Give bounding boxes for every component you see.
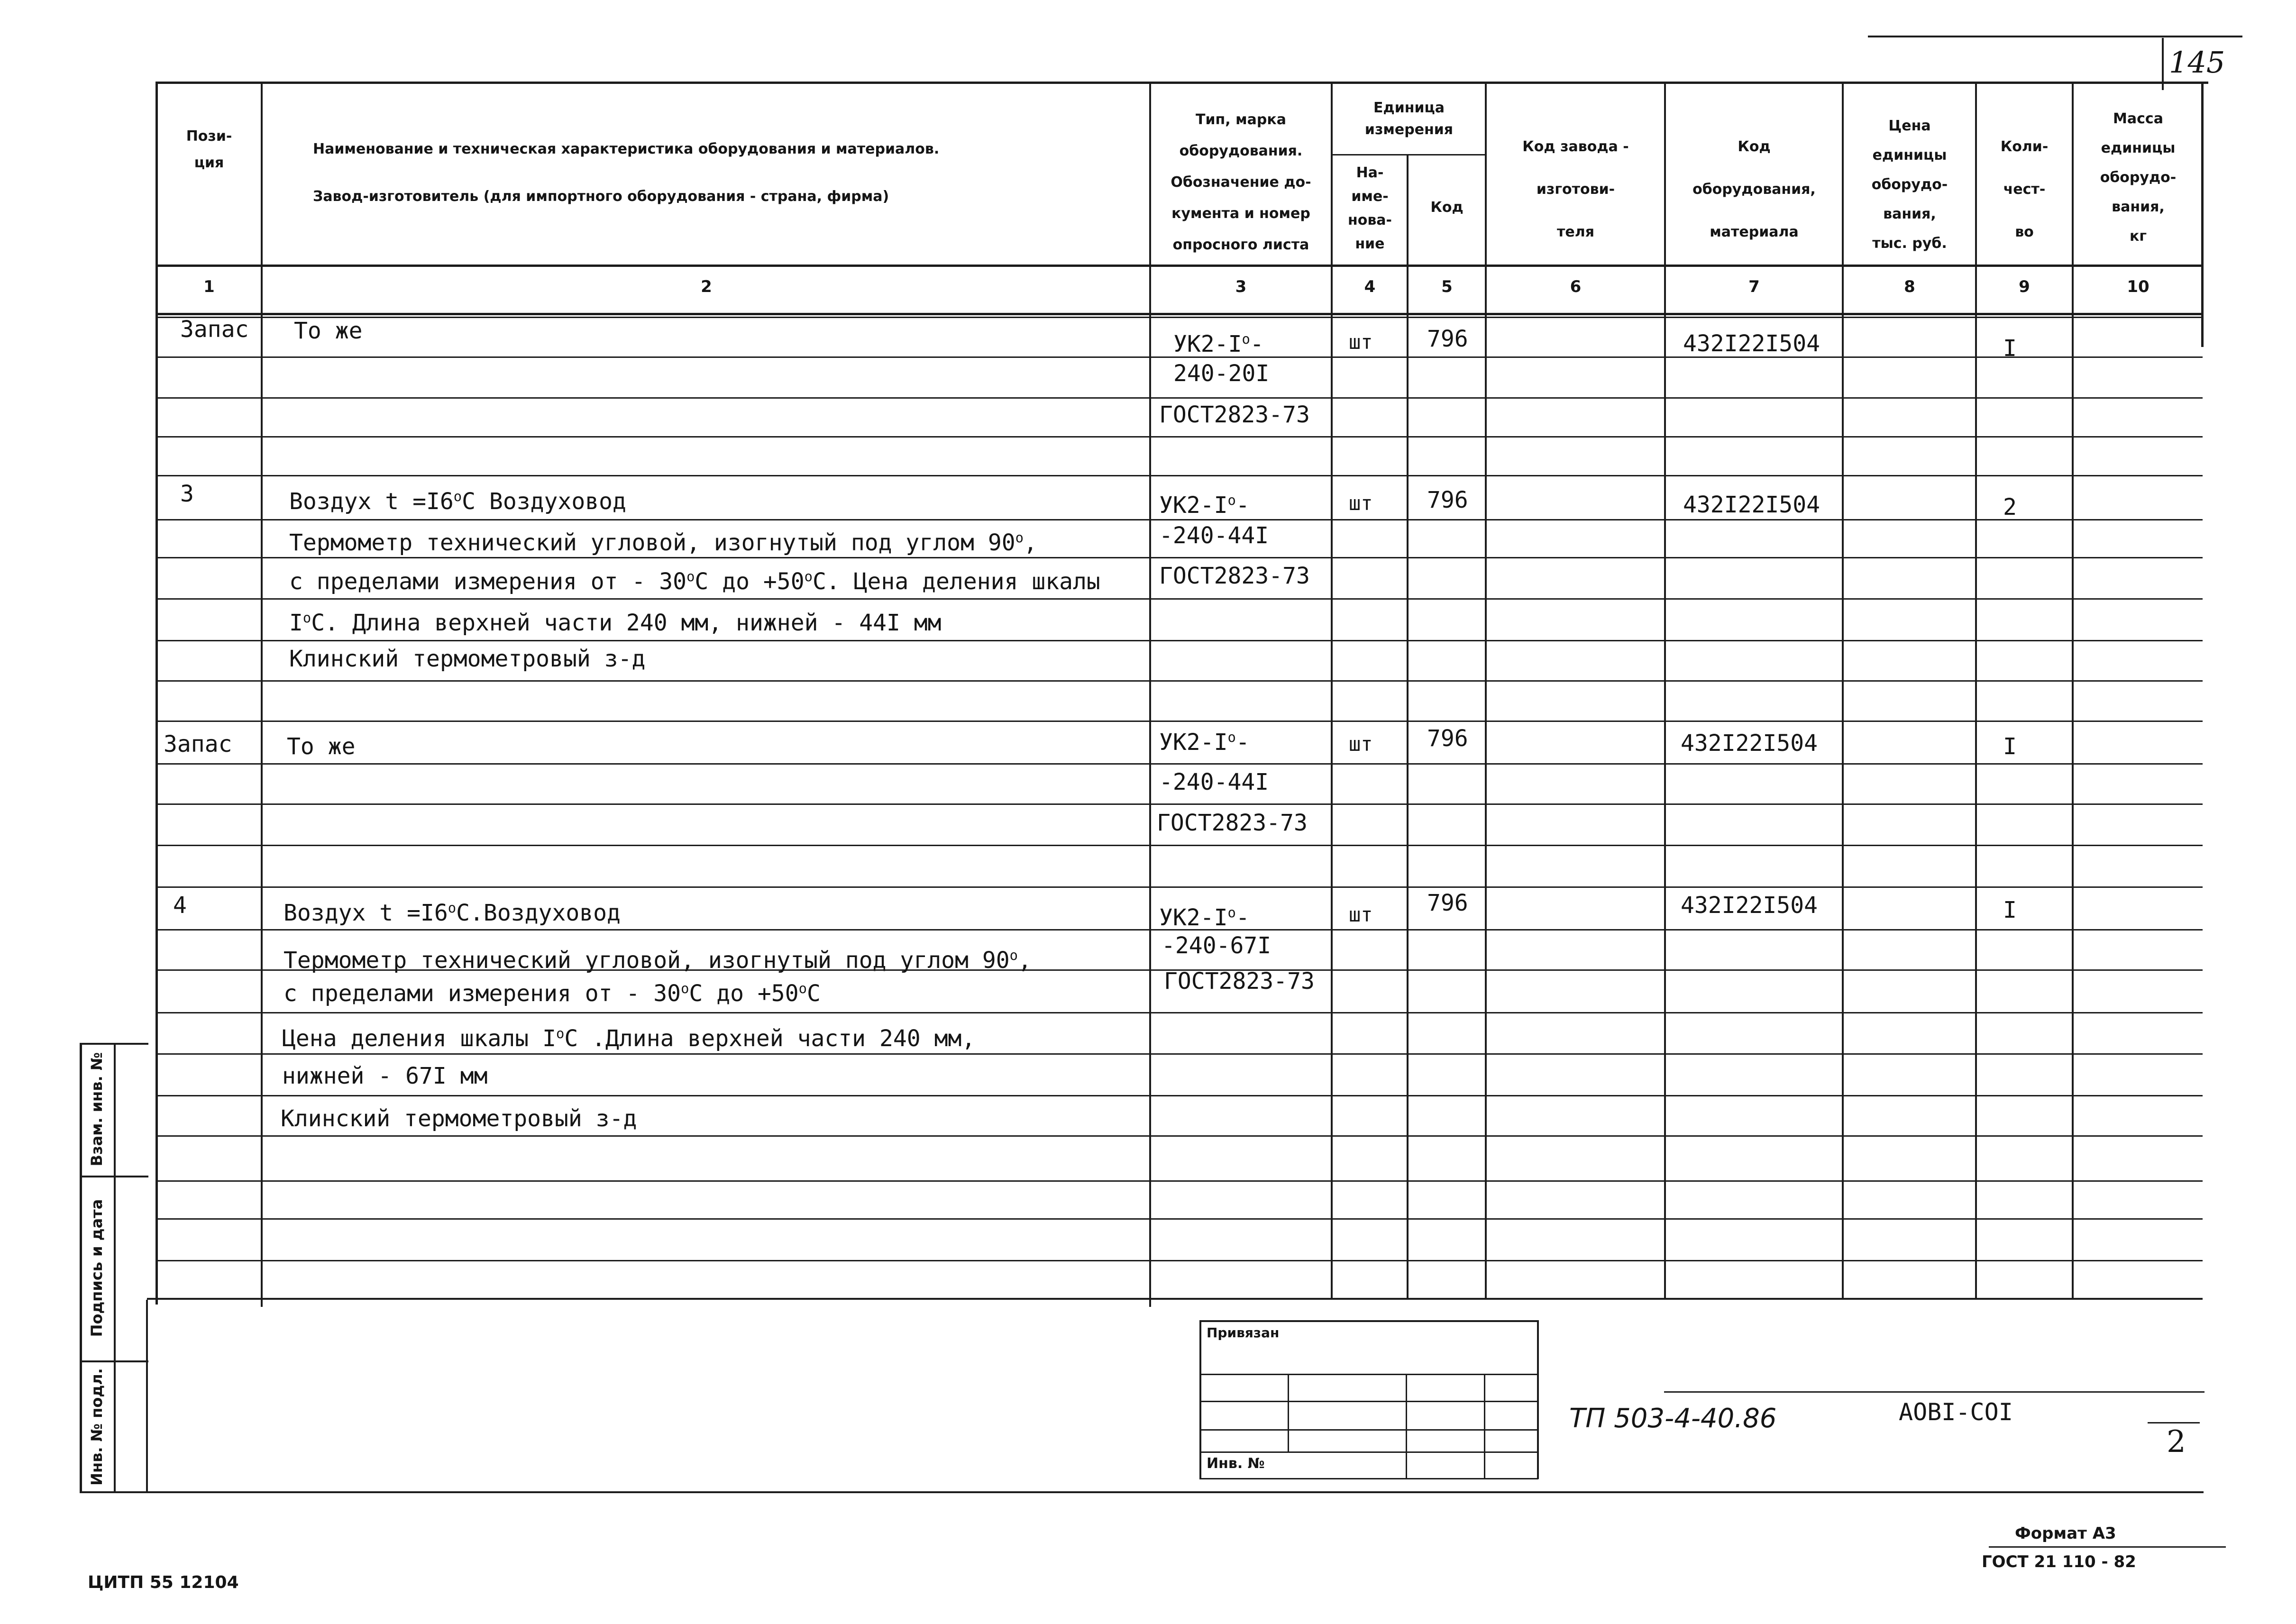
row-type-line: -240-67I: [1162, 932, 1271, 959]
page-number: 145: [2169, 45, 2225, 80]
row-type-line: $УК2-I^o-$: [1159, 492, 1250, 519]
row-quantity: 2: [2003, 494, 2017, 520]
row-name-line: нижней - 67I мм: [282, 1063, 488, 1089]
row-equipment-code: 432I22I504: [1681, 730, 1818, 757]
row-name-line: $I^oС$. Длина верхней части 240 мм, нижней - 44I мм: [289, 610, 942, 636]
col-number: 6: [1570, 277, 1582, 296]
row-type-line: ГОСТ2823-73: [1159, 401, 1310, 428]
col-number: 2: [701, 277, 712, 296]
col6-header: Код завода - изготови- теля: [1522, 138, 1629, 240]
col-number: 7: [1748, 277, 1760, 296]
col-number: 1: [203, 277, 215, 296]
col2-header: Наименование и техническая характеристика оборудования и материалов. Завод-изготовитель (для импортного оборудования - страна, фирма): [313, 141, 940, 205]
row-unit: шт: [1349, 330, 1373, 354]
row-type-line: $УК2-I^o-$: [1159, 729, 1250, 756]
row-type-line: ГОСТ2823-73: [1159, 563, 1310, 589]
row-name-line: Термометр технический угловой, изогнутый под углом 90$^o$,: [289, 529, 1037, 556]
col8-header: Цена единицы оборудо- вания, тыс. руб.: [1871, 118, 1948, 252]
row-name-line: Цена деления шкалы $I^oС$ .Длина верхней части 240 мм,: [282, 1025, 976, 1052]
row-type-line: -240-44I: [1159, 769, 1269, 795]
row-unit: шт: [1349, 492, 1373, 515]
row-name-line: с пределами измерения от - 30$^o$С до $+50^oС$. Цена деления шкалы: [289, 568, 1100, 595]
row-type-line: ГОСТ2823-73: [1164, 968, 1315, 994]
row-type-line: $УК2-I^o-$: [1173, 331, 1264, 357]
row-name-line: Клинский термометровый з-д: [289, 646, 646, 672]
row-name-line: То же: [287, 733, 356, 760]
row-equipment-code: 432I22I504: [1683, 330, 1820, 357]
side-label-replace-inv: Взам. инв. №: [88, 1052, 106, 1167]
row-type-line: $УК2-I^o-$: [1159, 904, 1250, 931]
row-name-line: Термометр технический угловой, изогнутый под углом 90$^o$,: [284, 947, 1032, 974]
row-quantity: I: [2003, 335, 2017, 362]
footer-format: Формат А3: [2015, 1524, 2116, 1543]
col-number: 9: [2019, 277, 2030, 296]
row-unit: шт: [1349, 903, 1373, 926]
col-number: 5: [1441, 277, 1453, 296]
row-name-line: То же: [294, 318, 363, 344]
footer-gost: ГОСТ 21 110 - 82: [1982, 1552, 2136, 1571]
col1-header: Пози- ция: [186, 128, 232, 171]
col5-header: Код: [1430, 199, 1464, 216]
document-code: ТП 503-4-40.86: [1569, 1403, 1777, 1434]
sheet-code: АОВI-СОI: [1899, 1398, 2013, 1426]
col9-header: Коли- чест- во: [2000, 138, 2049, 240]
row-type-line: ГОСТ2823-73: [1157, 810, 1308, 836]
col7-header: Код оборудования, материала: [1692, 138, 1816, 240]
row-unit-code: 796: [1427, 326, 1468, 352]
col-number: 8: [1904, 277, 1915, 296]
col-number: 4: [1364, 277, 1376, 296]
row-name-line: с пределами измерения от - 30$^o$С до $+50^oС$: [284, 980, 821, 1007]
row-position: 4: [173, 892, 187, 919]
row-type-line: -240-44I: [1159, 522, 1269, 549]
row-equipment-code: 432I22I504: [1681, 892, 1818, 919]
col10-header: Масса единицы оборудо- вания, кг: [2100, 110, 2177, 245]
row-name-line: Клинский термометровый з-д: [281, 1105, 637, 1132]
side-label-inv-original: Инв. № подл.: [88, 1368, 106, 1486]
col-number: 3: [1235, 277, 1247, 296]
row-quantity: I: [2003, 897, 2017, 923]
row-quantity: I: [2003, 733, 2017, 760]
footer-left-code: ЦИТП 55 12104: [88, 1573, 239, 1592]
row-name-line: Воздух $t =I6^oС$ Воздуховод: [289, 488, 626, 515]
row-unit-code: 796: [1427, 725, 1468, 752]
col3-header: Тип, марка оборудования. Обозначение до- кумента и номер опросного листа: [1171, 111, 1311, 253]
side-label-signature-date: Подпись и дата: [88, 1199, 106, 1337]
row-position: Запас: [164, 731, 232, 757]
row-unit-code: 796: [1427, 487, 1468, 513]
stamp-inv-label: Инв. №: [1207, 1455, 1265, 1472]
row-name-line: Воздух $t =I6^oС.Воздуховод$: [284, 900, 621, 926]
col4-header: На- име- нова- ние: [1347, 164, 1392, 252]
unit-group-header: Единица измерения: [1364, 100, 1454, 138]
row-unit-code: 796: [1427, 890, 1468, 916]
row-type-line: 240-20I: [1173, 360, 1270, 387]
row-position: 3: [180, 481, 194, 507]
row-equipment-code: 432I22I504: [1683, 492, 1820, 518]
stamp-attached-label: Привязан: [1207, 1325, 1280, 1341]
row-position: Запас: [180, 316, 249, 343]
col-number: 10: [2127, 277, 2150, 296]
row-unit: шт: [1349, 732, 1373, 756]
sheet-number: 2: [2167, 1424, 2186, 1460]
